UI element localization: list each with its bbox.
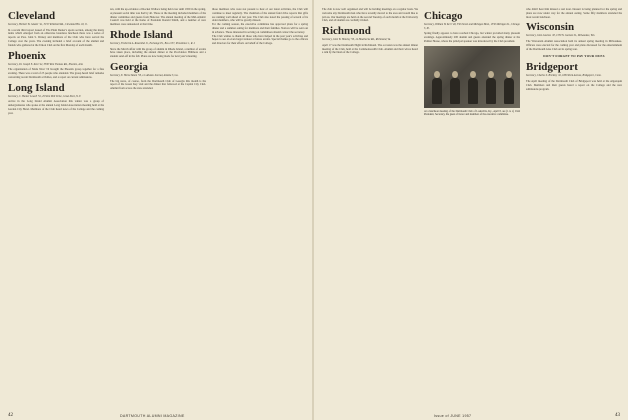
section-body: For the coming season, the executive committee has approved plans for a spring dinner and a summer outing for members and their families. Notices will be sent out in advance. Those interested in serving on committees should contact the secretary. — [212, 23, 308, 34]
page-number-left: 42 — [8, 413, 13, 418]
section-meta: Secretary, William W. Kerr '48, 55th Street and Michigan Blvd., 1350 Michigan St., Chicago 3, Ill. — [424, 23, 520, 30]
section-meta: Secretary, E. Horne Mann '50, c/o Atlanta Journal, Atlanta 3, Ga. — [110, 73, 179, 77]
left-column-3 — [212, 8, 308, 408]
section-body: April 17 was the Dartmouth Night in Richmond. The occasion was the annual dinner meeting of the Club, held at the Commonwealth Club. Alumni and their wives heard a talk by the Dean of the College. — [322, 43, 418, 55]
dues-reminder: DON'T FORGET TO PAY YOUR DUES — [543, 54, 605, 59]
section-body: The club is now well organized and will be holding meetings on a regular basis. We welcome any Dartmouth men who have recently moved to the area and would like to join us. Our meetings are held on the second Tuesday of each month at the University Club, and all alumni are cordially invited. — [322, 8, 418, 23]
photo-figure — [468, 78, 478, 104]
photo-figure-head — [488, 71, 494, 78]
section-meta: Secretary, Herbert B. Glazier '41, 3155 Whitehall Rd., Cleveland Hts. 18, O. — [8, 23, 88, 26]
section-meta: Secretary, Frederick A. Rosenthal Jr., Exchange Pl., Box 1257, Providence 1, R. I. — [110, 41, 196, 45]
right-column-3 — [526, 8, 622, 408]
right-page — [314, 0, 628, 420]
photo-figure-head — [470, 71, 476, 78]
section-title-cleveland: Cleveland — [8, 10, 56, 22]
section-meta: Secretary, John Lawless '43, 1350 N. Jackson St., Milwaukee, Wis. — [526, 34, 596, 38]
section-title-georgia: Georgia — [110, 60, 148, 73]
section-body: those members who were not present to hear of our latest activities, the Club will continue to meet regularly. The chairman of the annual fund drive reports that gifts are running well ahead of last year. The Club also noted the passing of several of its older members, who will be greatly missed. — [212, 8, 308, 23]
page-footer-right: Issue of JUNE 1957 — [434, 414, 472, 418]
right-column-1 — [322, 8, 418, 408]
photo-figure — [504, 78, 514, 104]
page-number-right: 43 — [615, 413, 620, 418]
luncheon-photo — [424, 46, 520, 108]
photo-figure — [432, 78, 442, 104]
section-body: Since the March affair with the group of alumni in Rhode Island, a number of events have taken place, including the annual dinner at the Providence Biltmore and a student send-off in the fall. Plans are now being made for next year's meeting. — [110, 47, 206, 59]
section-body: Active in the Long Island Alumni Association this winter was a group of undergraduates who spoke at the annual Long Island Association meeting held at the Garden City Hotel. Members of the Club heard news of the College and the coming year. — [8, 100, 104, 115]
section-body: In a recent third report issued of The Plain Dealer's sports section, among the many items which emerged from an otherwise lusterless luncheon there was a series of reports on Pres. John S. Dickey and members of the Club who have served the College over the years. The evening included a brief account of the alumni and friends who gathered at the Union Club on the first Monday of each month. — [8, 28, 104, 47]
section-meta: Secretary, John W. Hensley '50, 14 Hawthorne Rd., Richmond, Va. — [322, 38, 391, 42]
photo-figure-head — [506, 71, 512, 78]
section-title-wisconsin: Wisconsin — [526, 21, 575, 34]
photo-figure-head — [452, 71, 458, 78]
section-title-richmond: Richmond — [322, 25, 371, 38]
section-title-phoenix: Phoenix — [8, 49, 46, 62]
section-body: The Club wishes to thank all those who have helped in the past year's activities and hopes to see an even larger turnout at future events. Special thanks go to the officers and directors for their efforts on behalf of the College. — [212, 34, 308, 46]
section-title-long-island: Long Island — [8, 81, 65, 94]
page-footer-left: DARTMOUTH ALUMNI MAGAZINE — [120, 414, 185, 418]
photo-figure-head — [434, 71, 440, 78]
photo-caption: At a luncheon meeting of the Dartmouth Club of Louisville, Ky., April 8, are (l. to r.) Club President, Secretary, the guest of honor and members of the executive committee. — [424, 109, 520, 117]
section-title-rhode-island: Rhode Island — [110, 28, 173, 41]
section-body: Spring finally appears to have reached Chicago, but winter provided many pleasant evenings. Approximately 200 alumni and guests attended the spring dinner at the Palmer House, where the principal speaker was introduced by the Club president. — [424, 32, 520, 43]
left-column-2 — [110, 8, 206, 408]
right-column-2 — [424, 8, 520, 408]
section-body: ton, with the up-evidence of Rocket Wallace being held over until 1959 in the spring. A pleasant social time was had by all. Those at the meeting included members of the dinner committee and guests from Hanover. The annual meeting of the Mid-Atlantic Council was held at the home of President Ronald Smith, and a number of new members were announced at that time. — [110, 8, 206, 27]
section-meta: Secretary, C. Hunter Lowell '52, 29 West Mill Drive, Great Neck, N. Y. — [8, 94, 82, 98]
section-meta: Secretary, Charles S. Brickley '42, 1800 Park Avenue, Bridgeport, Conn. — [526, 74, 602, 78]
photo-figure — [450, 78, 460, 104]
section-body: The April meeting of the Dartmouth Club of Bridgeport was held at the Algonquin Club. Members and their guests heard a report on the College and the new admissions program. — [526, 79, 622, 91]
section-body: who didn't hear him missed a real treat. Dessert is being planned for the spring and plans are now under way for the annual outing. Some fifty members attended the most recent luncheon. — [526, 8, 622, 19]
section-body: The big news, of course, from the Dartmouth Club of Georgia this month is the report of the Green Key visit and the dinner that followed at the Capital City Club. Alumni from across the state attended. — [110, 79, 206, 91]
left-column-1 — [8, 8, 104, 408]
section-title-chicago: Chicago — [424, 10, 463, 22]
section-body: The organization of Mark West '19 brought the Phoenix group together for a fine evening. There was a total of 25 people who attended. The group heard brief remarks concerning recent Dartmouth activities, and a report on current admissions. — [8, 68, 104, 79]
photo-figure — [486, 78, 496, 104]
section-meta: Secretary, Dr. Joseph E. Kent '42, 3300 West Thomas Rd., Phoenix, Ariz. — [8, 62, 84, 66]
section-body: The Wisconsin Alumni Association held its annual spring meeting in Milwaukee. Officers were elected for the coming year and plans discussed for the entertainment of the Dartmouth Glee Club on its spring tour. — [526, 39, 622, 51]
section-title-bridgeport: Bridgeport — [526, 61, 578, 74]
